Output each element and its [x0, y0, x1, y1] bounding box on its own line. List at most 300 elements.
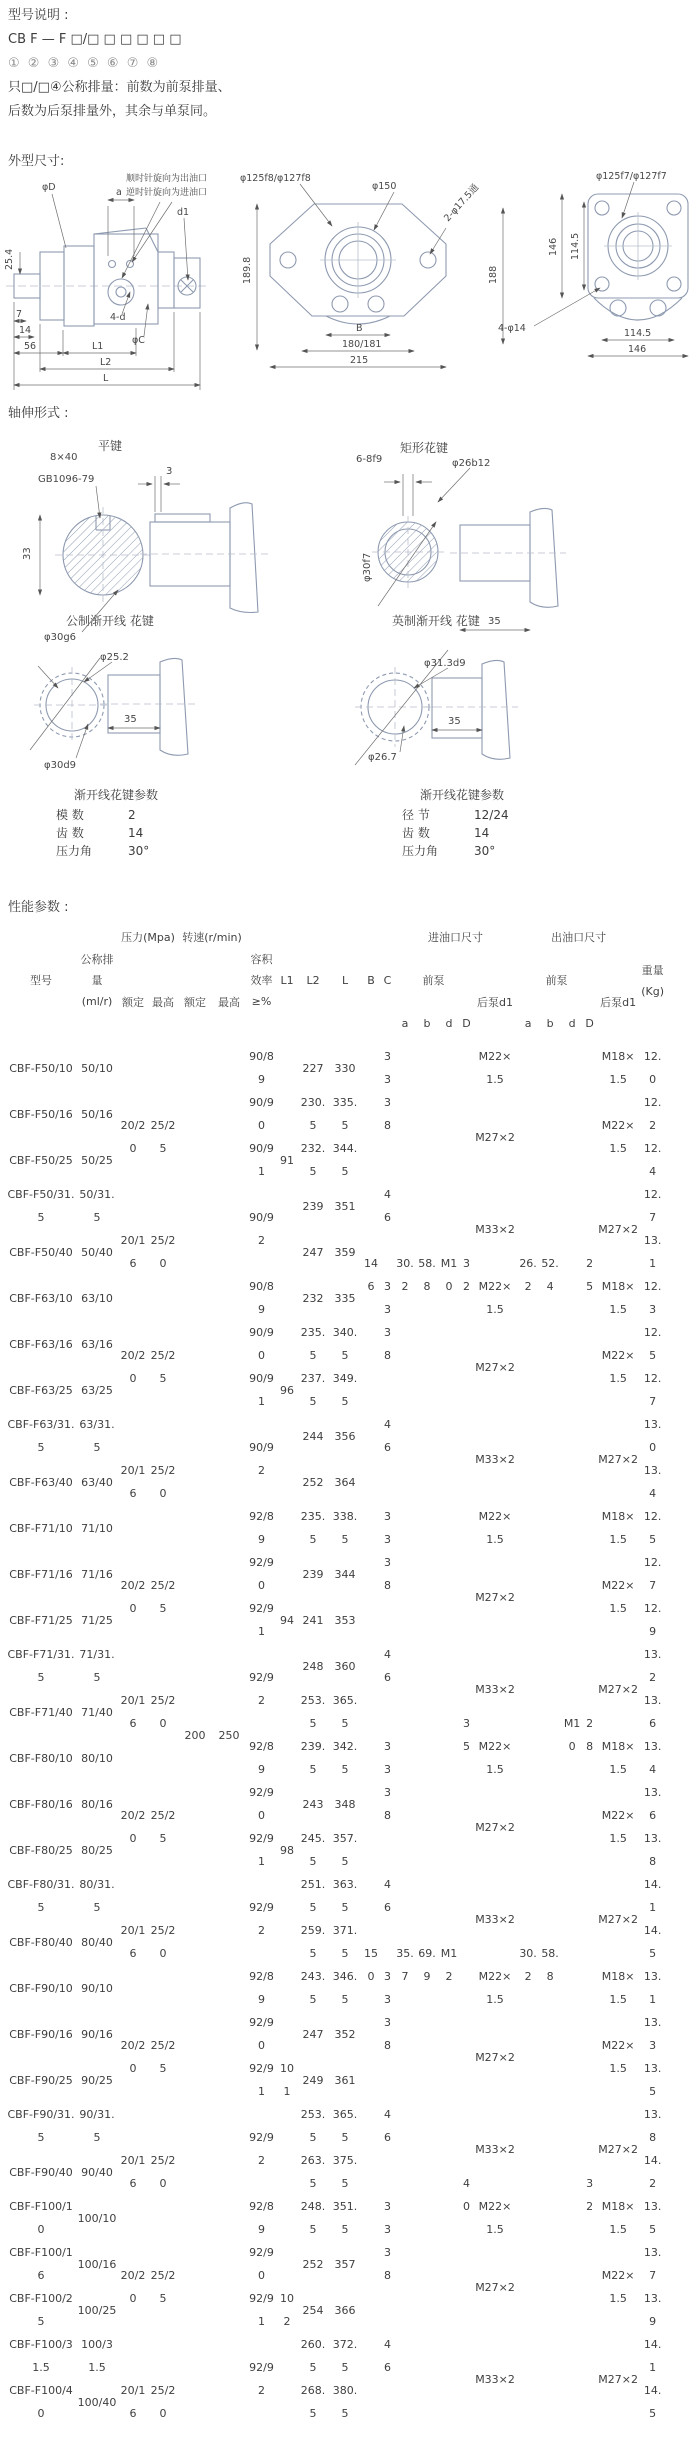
- cell: M18×1.5: [601, 1050, 635, 1086]
- cell: [460, 1551, 473, 1597]
- cell: [416, 1137, 438, 1183]
- cell: [394, 2057, 416, 2103]
- cell: [361, 2287, 381, 2333]
- cell: [438, 1827, 460, 1873]
- cell: 96: [280, 1383, 295, 1397]
- cell: 14.1: [643, 2338, 662, 2374]
- cell: 146: [364, 1257, 379, 1293]
- cell: 33: [384, 1280, 392, 1316]
- cell: [517, 1643, 539, 1689]
- cell: [517, 1551, 539, 1597]
- cell: [460, 1965, 473, 2011]
- col-inlet-D: D: [462, 1017, 471, 1030]
- cell: 249: [302, 2073, 324, 2087]
- cell: [583, 2379, 596, 2425]
- dim-56: 56: [24, 341, 37, 352]
- cell: 35: [463, 1717, 471, 1753]
- cell: 365.5: [332, 1694, 358, 1730]
- cell: 12.5: [643, 1510, 662, 1546]
- cell: M22×1.5: [478, 1740, 512, 1776]
- cell: CBF-F50/16: [9, 1107, 73, 1121]
- cell: 25/20: [150, 2154, 176, 2190]
- dim-25-4: 25.4: [4, 248, 15, 270]
- cell: 252: [302, 1475, 324, 1489]
- rect-spline-title: 矩形花键: [400, 441, 449, 455]
- cell: M18×1.5: [601, 1510, 635, 1546]
- cell: [561, 1781, 583, 1827]
- table-row: [6, 2149, 665, 2195]
- cell: 20/16: [120, 2384, 146, 2420]
- cell: [561, 1321, 583, 1367]
- flat-key-title: 平键: [98, 439, 123, 453]
- cell: [394, 1597, 416, 1643]
- cell: [438, 1873, 460, 1919]
- col-weight-unit: (Kg): [641, 984, 664, 998]
- cell: 100/40: [77, 2395, 117, 2409]
- cell: 14.2: [643, 2154, 662, 2190]
- cell: [517, 1873, 539, 1919]
- cell: 25/20: [150, 1694, 176, 1730]
- cell: [517, 1735, 539, 1781]
- col-displacement-label: 公称排量: [80, 953, 114, 987]
- table-row: [6, 2241, 665, 2287]
- cell: 90/89: [249, 1050, 274, 1086]
- cell: [394, 1781, 416, 1827]
- cell: 33: [384, 1970, 392, 2006]
- table-row: [6, 1183, 665, 1229]
- cell: [394, 2241, 416, 2287]
- pump-rear-view: [588, 194, 688, 320]
- cell: [438, 2379, 460, 2425]
- cell: 250: [218, 1728, 240, 1742]
- dim-114-5-v: 114.5: [570, 232, 581, 260]
- table-row: [6, 2379, 665, 2425]
- dim-L1: L1: [92, 341, 104, 352]
- cell: 92/92: [249, 1671, 274, 1707]
- cell: [460, 2379, 473, 2425]
- table-row: [6, 1091, 665, 1137]
- cell: 80/16: [81, 1797, 113, 1811]
- param-label: 模 数: [56, 808, 84, 822]
- table-body: [6, 1045, 665, 2425]
- col-inlet-b: b: [423, 1017, 431, 1030]
- cell: [583, 1413, 596, 1459]
- cell: [460, 1643, 473, 1689]
- cell: M33×2: [475, 2372, 515, 2386]
- cell: [583, 1459, 596, 1505]
- cell: [517, 1689, 539, 1735]
- cell: 20/20: [120, 1809, 146, 1845]
- cell: [361, 1597, 381, 1643]
- cell: M33×2: [475, 1912, 515, 1926]
- cell: [561, 1597, 583, 1643]
- cell: [460, 1505, 473, 1551]
- cell: [394, 1091, 416, 1137]
- dim-phi125f8: φ125f8/φ127f8: [240, 173, 311, 184]
- col-displacement: [76, 916, 118, 1045]
- cell: [539, 1827, 561, 1873]
- cell: [438, 2287, 460, 2333]
- table-row: [6, 1459, 665, 1505]
- cell: [517, 1367, 539, 1413]
- cell: CBF-F50/40: [9, 1245, 73, 1259]
- cell: 227: [302, 1061, 324, 1075]
- table-row: [6, 2011, 665, 2057]
- cell: M22×1.5: [478, 1280, 512, 1316]
- performance-table: [6, 916, 665, 2425]
- cell: 90/90: [249, 1326, 274, 1362]
- cell: 25: [586, 1257, 594, 1293]
- cell: [517, 2149, 539, 2195]
- cell: 25/20: [150, 1924, 176, 1960]
- cell: 92/90: [249, 1786, 274, 1822]
- cell: [381, 2379, 394, 2425]
- cell: CBF-F80/31.5: [7, 1878, 75, 1914]
- cell: M12: [440, 1947, 458, 1983]
- table-row: [6, 1367, 665, 1413]
- cell: 63/25: [81, 1383, 113, 1397]
- cell: [394, 2379, 416, 2425]
- cell: 360: [334, 1659, 356, 1673]
- cell: [416, 1735, 438, 1781]
- cell: M18×1.5: [601, 1280, 635, 1316]
- table-row: [6, 1275, 665, 1321]
- col-inlet: 进油口尺寸: [428, 931, 484, 944]
- cell: [361, 1505, 381, 1551]
- col-inlet-rear: 后泵d1: [477, 995, 514, 1009]
- cell: 268.5: [300, 2384, 326, 2420]
- cell: [539, 1183, 561, 1229]
- col-outlet-rear: 后泵d1: [600, 995, 637, 1009]
- cell: 63/40: [81, 1475, 113, 1489]
- imperial-spline-params: [402, 786, 509, 860]
- cell: [517, 2379, 539, 2425]
- cell: [539, 1873, 561, 1919]
- cell: 357: [334, 2257, 356, 2271]
- cell: 25/25: [150, 1809, 176, 1845]
- cell: M18×1.5: [601, 1740, 635, 1776]
- cell: CBF-F90/25: [9, 2073, 73, 2087]
- cell: [517, 1505, 539, 1551]
- dim-L: L: [103, 373, 109, 384]
- cell: 94: [280, 1613, 295, 1627]
- cell: [561, 1367, 583, 1413]
- spline-params-title: 渐开线花键参数: [420, 788, 505, 802]
- cell: [460, 1137, 473, 1183]
- param-value: 14: [474, 826, 490, 840]
- cell: 230.5: [300, 1096, 326, 1132]
- cell: [394, 1413, 416, 1459]
- cell: [460, 1919, 473, 1965]
- dim-phi26-7: φ26.7: [368, 752, 397, 763]
- cell: [416, 1597, 438, 1643]
- cell: 372.5: [332, 2338, 358, 2374]
- cell: 92/91: [249, 2062, 274, 2098]
- rect-spline-drawing: [356, 454, 566, 630]
- cell: [583, 1091, 596, 1137]
- cell: [460, 1321, 473, 1367]
- dim-phi150: φ150: [372, 181, 397, 192]
- cell: [416, 1781, 438, 1827]
- cell: 25/20: [150, 2384, 176, 2420]
- cell: [561, 1137, 583, 1183]
- dim-phi30g6: φ30g6: [44, 632, 77, 643]
- cell: 101: [280, 2062, 295, 2098]
- dim-phi31-3d9: φ31.3d9: [424, 658, 466, 669]
- imperial-spline-title: 英制渐开线 花键: [392, 614, 480, 628]
- param-value: 30°: [128, 844, 150, 858]
- cell: [539, 1137, 561, 1183]
- cell: 349.5: [332, 1372, 358, 1408]
- cell: [539, 1781, 561, 1827]
- cell: [561, 1551, 583, 1597]
- cell: 12.5: [643, 1326, 662, 1362]
- col-inlet-d: d: [445, 1017, 453, 1030]
- param-label: 径 节: [402, 808, 430, 822]
- cell: [561, 1919, 583, 1965]
- cell: [394, 2333, 416, 2379]
- cell: CBF-F100/40: [9, 2384, 73, 2420]
- cell: M27×2: [598, 1452, 638, 1466]
- cell: 253.5: [300, 2108, 326, 2144]
- dim-a: a: [116, 187, 122, 198]
- cell: 71/31.5: [79, 1648, 115, 1684]
- cell: M22×1.5: [601, 1349, 635, 1385]
- table-row: [6, 2057, 665, 2103]
- param-label: 齿 数: [56, 826, 84, 840]
- cell: 248.5: [300, 2200, 326, 2236]
- cell: [460, 1873, 473, 1919]
- cell: 33: [384, 1050, 392, 1086]
- cell: 90/90: [249, 1096, 274, 1132]
- cell: CBF-F71/16: [9, 1567, 73, 1581]
- cell: 100/10: [77, 2211, 117, 2225]
- cell: [438, 1735, 460, 1781]
- cell: [438, 1459, 460, 1505]
- cell: [539, 1689, 561, 1735]
- cell: [561, 2333, 583, 2379]
- cell: 365.5: [332, 2108, 358, 2144]
- cell: 52.4: [541, 1257, 559, 1293]
- cell: 20/16: [120, 2154, 146, 2190]
- cell: 69.9: [418, 1947, 436, 1983]
- cell: 92/90: [249, 2016, 274, 2052]
- cell: [561, 1965, 583, 2011]
- rear-view-dimensions: [534, 182, 688, 356]
- col-weight-label: 重量: [641, 963, 664, 977]
- cell: 12.3: [643, 1280, 662, 1316]
- cell: 330: [334, 1061, 356, 1075]
- cell: 92/92: [249, 2131, 274, 2167]
- col-pressure-rated: 额定: [122, 995, 144, 1009]
- cell: [517, 1137, 539, 1183]
- cell: M22×1.5: [478, 2200, 512, 2236]
- cell: [394, 2195, 416, 2241]
- cell: [361, 1367, 381, 1413]
- col-speed-rated: 额定: [184, 995, 207, 1009]
- cell: [438, 1643, 460, 1689]
- cell: [438, 2241, 460, 2287]
- cell: [381, 1459, 394, 1505]
- cell: [416, 2057, 438, 2103]
- cell: [361, 1459, 381, 1505]
- cell: [361, 2011, 381, 2057]
- cell: 20/16: [120, 1924, 146, 1960]
- cell: CBF-F63/25: [9, 1383, 73, 1397]
- cell: [416, 2333, 438, 2379]
- cell: [561, 1275, 583, 1321]
- cell: [460, 1597, 473, 1643]
- cell: 100/25: [77, 2303, 117, 2317]
- outline-section-title: 外型尺寸:: [8, 154, 65, 169]
- cell: 344.5: [332, 1142, 358, 1178]
- cell: [438, 2195, 460, 2241]
- cell: [583, 2241, 596, 2287]
- cell: [361, 2149, 381, 2195]
- cell: 92/90: [249, 2246, 274, 2282]
- col-L: L: [341, 974, 349, 987]
- cell: [561, 2057, 583, 2103]
- cell: 92/89: [249, 1970, 274, 2006]
- cell: [416, 2011, 438, 2057]
- cell: CBF-F80/16: [9, 1797, 73, 1811]
- cell: [361, 2379, 381, 2425]
- param-row: [56, 842, 158, 860]
- cell: CBF-F100/25: [9, 2292, 73, 2328]
- cell: 92/89: [249, 2200, 274, 2236]
- cell: 90/92: [249, 1441, 274, 1477]
- cell: 13.1: [643, 1234, 662, 1270]
- cell: 13.3: [643, 2016, 662, 2052]
- cell: M22×1.5: [601, 1579, 635, 1615]
- cell: [460, 1045, 473, 1091]
- param-value: 30°: [474, 844, 496, 858]
- cell: [561, 1873, 583, 1919]
- cell: 25/25: [150, 2269, 176, 2305]
- dim-215: 215: [350, 355, 369, 366]
- spline-params-title: 渐开线花键参数: [74, 788, 159, 802]
- cell: 38: [384, 1786, 392, 1822]
- table-row: [6, 1137, 665, 1183]
- cell: [583, 1367, 596, 1413]
- cell: 351.5: [332, 2200, 358, 2236]
- cell: [583, 1551, 596, 1597]
- model-note-section: [8, 4, 231, 124]
- col-inlet-a: a: [401, 1017, 409, 1030]
- cell: 98: [280, 1843, 295, 1857]
- cell: 25/25: [150, 2039, 176, 2075]
- dim-35-imperial: 35: [448, 716, 461, 727]
- param-value: 14: [128, 826, 144, 840]
- cell: 50/10: [81, 1061, 113, 1075]
- cell: [438, 1413, 460, 1459]
- cell: 150: [364, 1947, 379, 1983]
- cell: 71/40: [81, 1705, 113, 1719]
- cell: CBF-F90/40: [9, 2165, 73, 2179]
- cell: [361, 1643, 381, 1689]
- cell: [460, 1183, 473, 1229]
- cell: 361: [334, 2073, 356, 2087]
- table-header: [6, 916, 665, 1045]
- cell: M27×2: [475, 1360, 515, 1374]
- cell: M33×2: [475, 1222, 515, 1236]
- cell: [416, 2195, 438, 2241]
- cell: 92/89: [249, 1740, 274, 1776]
- cell: 20/20: [120, 1579, 146, 1615]
- cell: [416, 2103, 438, 2149]
- cell: [394, 1459, 416, 1505]
- cell: CBF-F90/16: [9, 2027, 73, 2041]
- cell: [416, 1873, 438, 1919]
- cell: [583, 1183, 596, 1229]
- cell: 241: [302, 1613, 324, 1627]
- flat-key-drawing: [22, 452, 268, 643]
- cell: [438, 1137, 460, 1183]
- cell: [361, 1689, 381, 1735]
- cell: 352: [334, 2027, 356, 2041]
- cell: [381, 1689, 394, 1735]
- cell: 13.5: [643, 2200, 662, 2236]
- dim-phi30d9: φ30d9: [44, 760, 77, 771]
- table-row: [6, 1965, 665, 2011]
- cell: 25/25: [150, 1119, 176, 1155]
- cell: [381, 1919, 394, 1965]
- cell: 239: [302, 1567, 324, 1581]
- cell: [416, 2379, 438, 2425]
- dim-phiD: φD: [42, 182, 56, 193]
- cell: 335.5: [332, 1096, 358, 1132]
- cell: [583, 1873, 596, 1919]
- cell: M27×2: [475, 1130, 515, 1144]
- cell: 90/16: [81, 2027, 113, 2041]
- cell: CBF-F63/40: [9, 1475, 73, 1489]
- cell: 335: [334, 1291, 356, 1305]
- cell: [539, 2241, 561, 2287]
- cell: 348: [334, 1797, 356, 1811]
- cell: [361, 2103, 381, 2149]
- dim-33: 33: [22, 547, 33, 560]
- cell: 38: [384, 1096, 392, 1132]
- cell: CBF-F100/10: [9, 2200, 73, 2236]
- cell: [438, 2333, 460, 2379]
- cell: [438, 1689, 460, 1735]
- cell: 200: [184, 1728, 206, 1742]
- cell: [438, 1321, 460, 1367]
- cell: 13.0: [643, 1418, 662, 1454]
- cell: 63/10: [81, 1291, 113, 1305]
- cell: [361, 1091, 381, 1137]
- cell: 237.5: [300, 1372, 326, 1408]
- model-note-line1: 只□/□④公称排量：前数为前泵排量、: [8, 80, 231, 95]
- cell: [416, 1183, 438, 1229]
- cell: [438, 2149, 460, 2195]
- cell: CBF-F80/25: [9, 1843, 73, 1857]
- cell: [583, 1505, 596, 1551]
- cell: [361, 1321, 381, 1367]
- cell: 13.4: [643, 1464, 662, 1500]
- cell: [583, 1781, 596, 1827]
- col-pressure: 压力(Mpa): [121, 931, 175, 944]
- cell: 80/25: [81, 1843, 113, 1857]
- cell: [394, 2011, 416, 2057]
- cell: [361, 2195, 381, 2241]
- cell: [394, 1137, 416, 1183]
- cell: 243.5: [300, 1970, 326, 2006]
- cell: [361, 1551, 381, 1597]
- cell: [438, 1091, 460, 1137]
- cell: 235.5: [300, 1326, 326, 1362]
- cell: 244: [302, 1429, 324, 1443]
